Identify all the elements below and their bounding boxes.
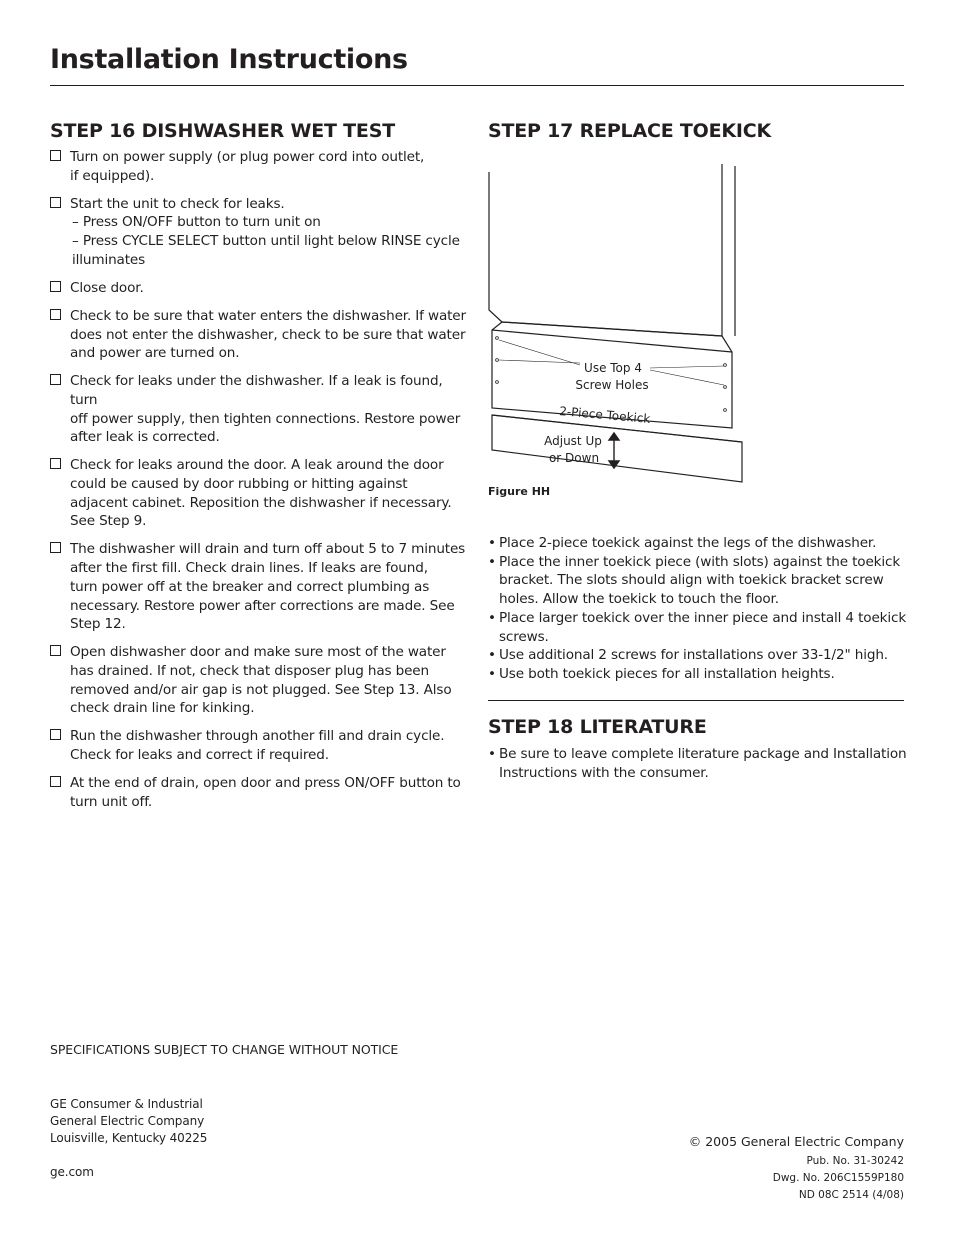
- arrow-up-icon: [609, 433, 619, 440]
- checklist-item-text: At the end of drain, open door and press ON/OFF button to turn unit off.: [70, 775, 461, 810]
- checklist-item: [50, 727, 470, 764]
- screw-hole: [724, 386, 727, 389]
- inner-toekick: [492, 415, 742, 482]
- checklist-item: [50, 456, 470, 531]
- screw-hole: [724, 409, 727, 412]
- bullet-item: • Use additional 2 screws for installations over 33-1/2" high.: [488, 646, 908, 665]
- figure-label: Use Top 4: [584, 361, 642, 375]
- screw-hole: [724, 364, 727, 367]
- figure-caption: Figure HH: [488, 485, 551, 498]
- checkbox-icon[interactable]: [50, 281, 61, 292]
- figure-label: Adjust Up: [544, 434, 602, 448]
- checklist-item-text: Check for leaks under the dishwasher. If a leak is found, turn off power supply, then tighten connections. Restore power after leak is corrected.: [70, 373, 461, 446]
- checklist-item: [50, 372, 470, 447]
- checklist-item-text: The dishwasher will drain and turn off about 5 to 7 minutes after the first fill. Check drain lines. If leaks are found, turn power off at the breaker and correct plumbing as necessary. Restore power after corrections are made. See Step 12.: [70, 541, 466, 633]
- step17-bullets: [488, 534, 908, 684]
- checkbox-icon[interactable]: [50, 150, 61, 161]
- screw-hole: [496, 337, 499, 340]
- checklist-subitem: – Press ON/OFF button to turn unit on: [72, 214, 321, 231]
- step18-bullets: [488, 745, 908, 782]
- checkbox-icon[interactable]: [50, 645, 61, 656]
- bullet-item: • Be sure to leave complete literature package and Installation Instructions with the consumer.: [488, 745, 908, 782]
- address-line: GE Consumer & Industrial: [50, 1097, 203, 1111]
- publication-info: [773, 1153, 904, 1204]
- checklist-item: [50, 643, 470, 718]
- checklist-subitem: – Press CYCLE SELECT button until light below RINSE cycle illuminates: [72, 233, 460, 268]
- checklist-item-text: Run the dishwasher through another fill and drain cycle. Check for leaks and correct if required.: [70, 728, 445, 764]
- section-divider: [488, 700, 904, 701]
- checkbox-icon[interactable]: [50, 374, 61, 385]
- screw-hole: [496, 381, 499, 384]
- title-divider: [50, 85, 904, 86]
- bullet-item: • Place larger toekick over the inner piece and install 4 toekick screws.: [488, 609, 908, 646]
- checklist-item: [50, 148, 470, 185]
- figure-label: or Down: [548, 451, 600, 465]
- address-line: Louisville, Kentucky 40225: [50, 1131, 208, 1145]
- checklist-item-text: Check for leaks around the door. A leak around the door could be caused by door rubbing or hitting against adjacent cabinet. Reposition the dishwasher if necessary. See Step 9.: [70, 457, 452, 530]
- checkbox-icon[interactable]: [50, 458, 61, 469]
- pub-info-line: Dwg. No. 206C1559P180: [772, 1172, 904, 1184]
- checklist-item-text: Turn on power supply (or plug power cord into outlet, if equipped).: [70, 149, 425, 184]
- step16-checklist: [50, 148, 470, 821]
- checklist-item-text: Open dishwasher door and make sure most of the water has drained. If not, check that disposer plug has been removed and/or air gap is not plugged. See Step 13. Also check drain line for kinking.: [70, 644, 452, 717]
- leader-line: [650, 366, 724, 368]
- checkbox-icon[interactable]: [50, 197, 61, 208]
- leader-line: [650, 370, 724, 385]
- website-link[interactable]: ge.com: [50, 1165, 94, 1179]
- bullet-item: • Place 2-piece toekick against the legs of the dishwasher.: [488, 534, 908, 553]
- screw-hole: [496, 359, 499, 362]
- bullet-item: • Use both toekick pieces for all installation heights.: [488, 665, 908, 684]
- step18-heading: STEP 18 LITERATURE: [488, 716, 707, 738]
- bullet-item: • Place the inner toekick piece (with slots) against the toekick bracket. The slots should align with toekick bracket screw holes. Allow the toekick to touch the floor.: [488, 553, 908, 609]
- dishwasher-left-edge: [489, 172, 502, 322]
- company-address: [50, 1096, 207, 1147]
- arrow-down-icon: [609, 461, 619, 468]
- figure-label: Screw Holes: [575, 378, 649, 392]
- checkbox-icon[interactable]: [50, 542, 61, 553]
- checklist-item: [50, 195, 470, 270]
- pub-info-line: Pub. No. 31-30242: [806, 1155, 904, 1167]
- checklist-item: [50, 279, 470, 298]
- page-title: Installation Instructions: [50, 44, 408, 75]
- checkbox-icon[interactable]: [50, 776, 61, 787]
- step16-heading: STEP 16 DISHWASHER WET TEST: [50, 120, 395, 142]
- checklist-item-text: Close door.: [70, 279, 144, 296]
- checklist-item: [50, 540, 470, 634]
- figure-label: 2-Piece Toekick: [558, 404, 651, 426]
- pub-info-line: ND 08C 2514 (4/08): [798, 1189, 904, 1201]
- checklist-item-text: Check to be sure that water enters the dishwasher. If water does not enter the dishwasher, check to be sure that water and power are turned on.: [70, 307, 466, 362]
- checklist-item: [50, 307, 470, 363]
- checkbox-icon[interactable]: [50, 309, 61, 320]
- checklist-item-text: Start the unit to check for leaks.: [70, 195, 285, 212]
- copyright: © 2005 General Electric Company: [688, 1134, 904, 1149]
- spec-notice: SPECIFICATIONS SUBJECT TO CHANGE WITHOUT NOTICE: [50, 1042, 399, 1057]
- toekick-figure: [484, 160, 754, 485]
- checkbox-icon[interactable]: [50, 729, 61, 740]
- step17-heading: STEP 17 REPLACE TOEKICK: [488, 120, 772, 142]
- address-line: General Electric Company: [50, 1114, 205, 1128]
- checklist-item: [50, 774, 470, 811]
